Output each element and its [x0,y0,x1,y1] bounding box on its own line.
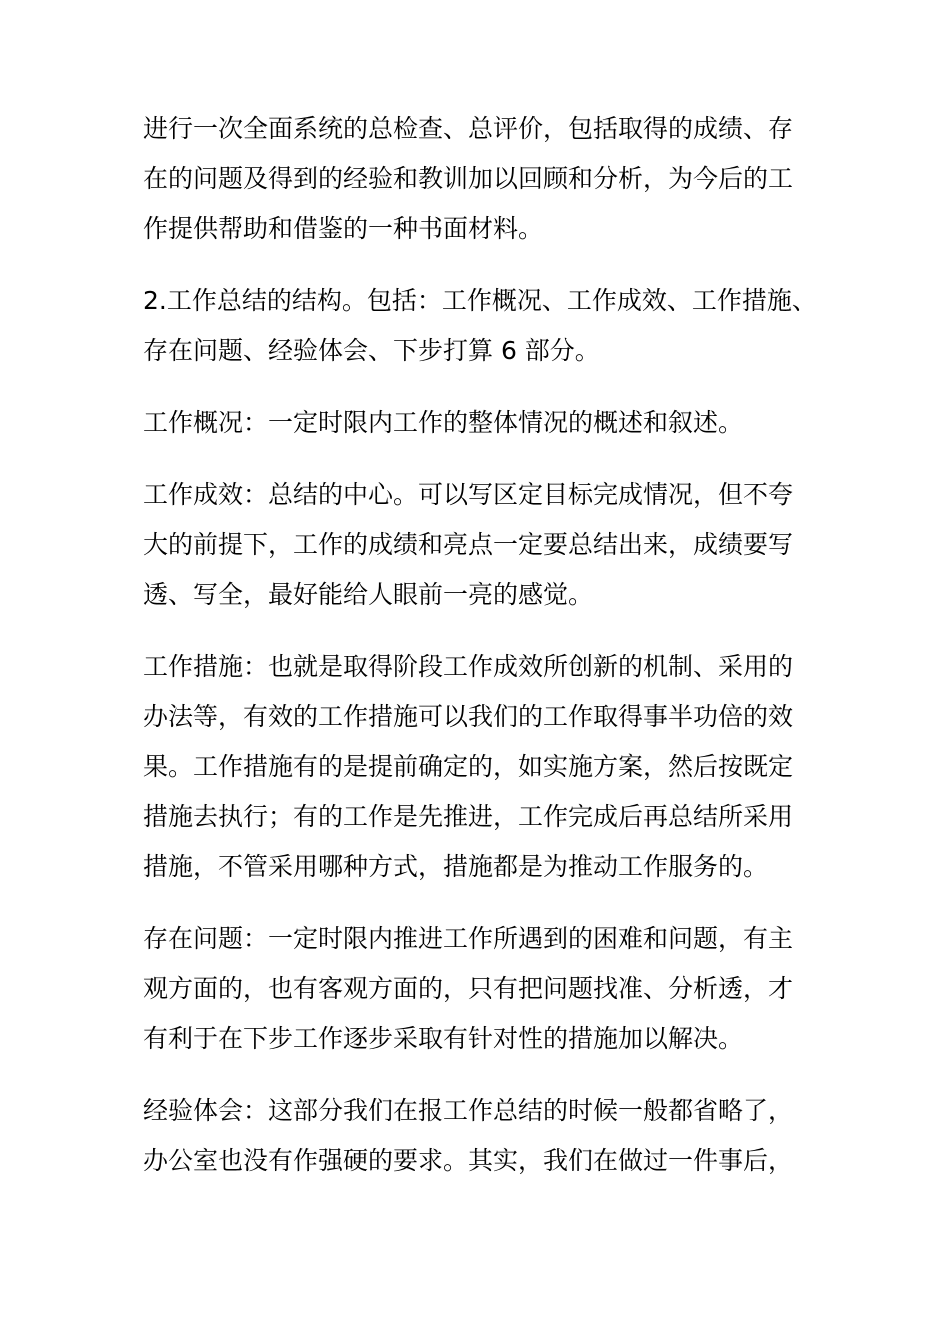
text-line: 办法等，有效的工作措施可以我们的工作取得事半功倍的效 [143,702,794,731]
text-line: 透、写全，最好能给人眼前一亮的感觉。 [143,580,594,609]
text-line: 措施去执行；有的工作是先推进，工作完成后再总结所采用 [143,802,794,831]
text-line: 存在问题、经验体会、下步打算 6 部分。 [143,336,600,365]
paragraph-definition [143,104,815,254]
text-line: 大的前提下，工作的成绩和亮点一定要总结出来，成绩要写 [143,530,794,559]
text-line: 工作概况：一定时限内工作的整体情况的概述和叙述。 [143,408,744,437]
text-line: 在的问题及得到的经验和教训加以回顾和分析，为今后的工 [143,164,794,193]
paragraph-work-results [143,470,815,620]
text-line: 2.工作总结的结构。包括：工作概况、工作成效、工作措施、 [143,286,817,315]
text-line: 工作措施：也就是取得阶段工作成效所创新的机制、采用的 [143,652,794,681]
document-page [143,104,815,1208]
text-line: 工作成效：总结的中心。可以写区定目标完成情况，但不夸 [143,480,794,509]
text-line: 有利于在下步工作逐步采取有针对性的措施加以解决。 [143,1024,744,1053]
text-line: 进行一次全面系统的总检查、总评价，包括取得的成绩、存 [143,114,794,143]
text-line: 存在问题：一定时限内推进工作所遇到的困难和问题，有主 [143,924,794,953]
paragraph-work-measures [143,642,815,892]
text-line: 措施，不管采用哪种方式，措施都是为推动工作服务的。 [143,852,769,881]
text-line: 经验体会：这部分我们在报工作总结的时候一般都省略了， [143,1096,794,1125]
paragraph-experience [143,1086,815,1186]
paragraph-structure [143,276,815,376]
paragraph-existing-problems [143,914,815,1064]
text-line: 观方面的，也有客观方面的，只有把问题找准、分析透，才 [143,974,794,1003]
text-line: 办公室也没有作强硬的要求。其实，我们在做过一件事后， [143,1146,794,1175]
text-line: 果。工作措施有的是提前确定的，如实施方案，然后按既定 [143,752,794,781]
text-line: 作提供帮助和借鉴的一种书面材料。 [143,214,544,243]
paragraph-work-overview [143,398,815,448]
